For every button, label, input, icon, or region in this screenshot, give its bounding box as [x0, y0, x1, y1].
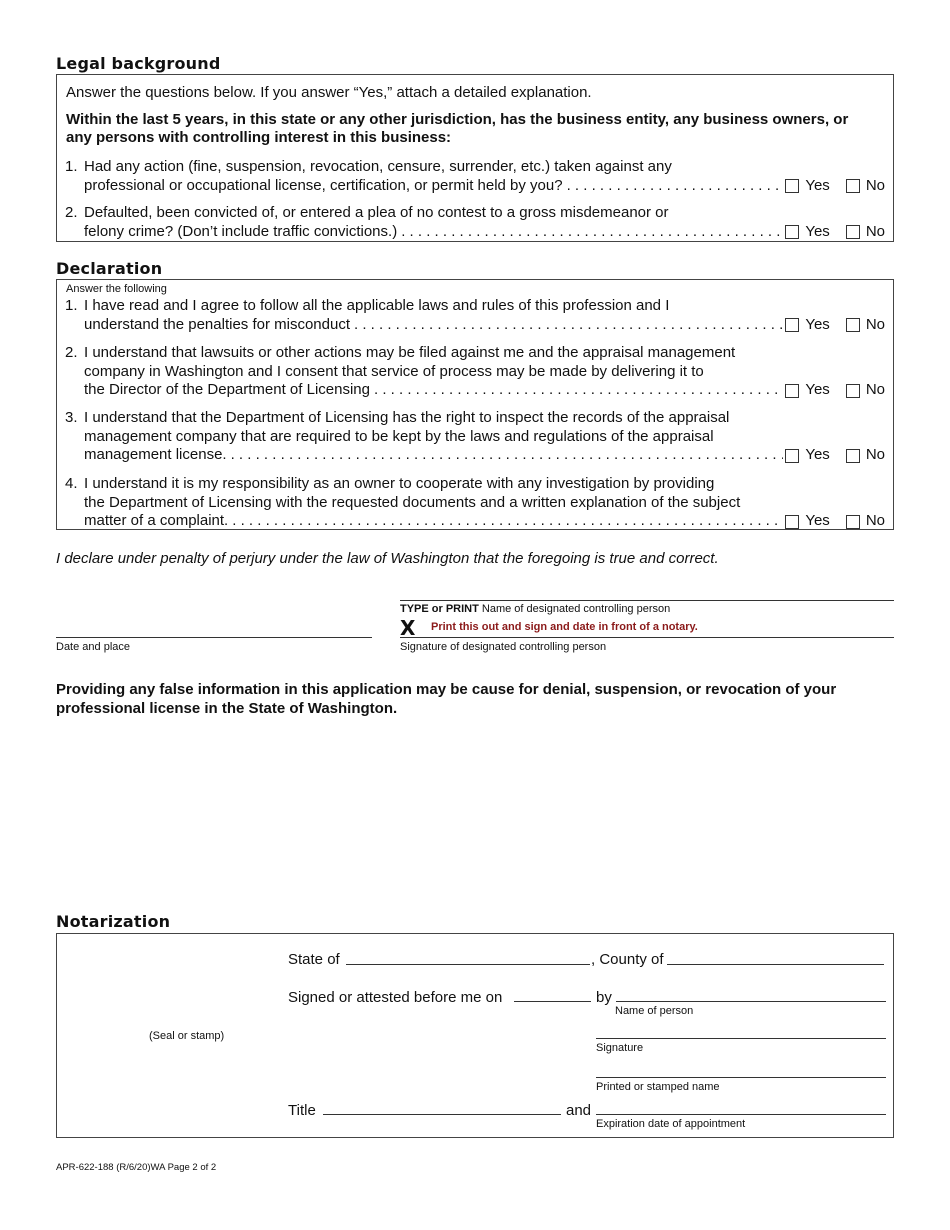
date-place-line[interactable] [56, 637, 372, 638]
date-place-label: Date and place [56, 641, 130, 653]
yes-label: Yes [805, 446, 830, 463]
no-label: No [865, 315, 885, 333]
notary-signature-line[interactable] [596, 1038, 886, 1039]
no-label: No [865, 512, 885, 529]
question-text: Defaulted, been convicted of, or entered a plea of no contest to a gross misdemeanor or [84, 204, 669, 221]
and-label: and [566, 1102, 592, 1119]
item-text: I have read and I agree to follow all the applicable laws and rules of this profession and I [84, 297, 670, 314]
question-number: 2. [65, 204, 78, 221]
signed-before-label: Signed or attested before me on [288, 989, 503, 1006]
no-label: No [865, 222, 885, 240]
expiration-line[interactable] [596, 1114, 886, 1115]
leader-dots [232, 512, 783, 531]
item-text: the Director of the Department of Licensing [84, 381, 370, 398]
signature-x-mark: X [400, 616, 416, 640]
yes-label: Yes [805, 512, 830, 529]
notary-signature-label: Signature [596, 1042, 644, 1054]
perjury-statement: I declare under penalty of perjury under the law of Washington that the foregoing is true and correct. [56, 550, 719, 567]
leader-dots [567, 177, 784, 196]
no-checkbox[interactable] [846, 179, 860, 193]
notarization-title: Notarization [56, 912, 171, 931]
by-label: by [596, 989, 612, 1006]
signed-date-line[interactable] [514, 1001, 591, 1002]
declaration-item-3 [65, 409, 885, 465]
question-number: 1. [65, 158, 78, 175]
item-text: understand the penalties for misconduct [84, 315, 350, 333]
item-text: I understand that the Department of Licensing has the right to inspect the records of the appraisal [84, 409, 730, 426]
title-label: Title [288, 1102, 316, 1119]
leader-dots [231, 446, 784, 465]
name-of-person-line[interactable] [616, 1001, 886, 1002]
signature-label: Signature of designated controlling person [400, 641, 607, 653]
type-print-rest: Name of designated controlling person [481, 603, 671, 615]
form-footer: APR-622-188 (R/6/20)WA Page 2 of 2 [56, 1162, 217, 1173]
yes-label: Yes [805, 176, 830, 194]
no-label: No [865, 446, 885, 463]
legal-question-2 [65, 204, 885, 241]
item-text: the Department of Licensing with the requested documents and a written explanation of the subject [84, 493, 741, 511]
notary-notice: Print this out and sign and date in front of a notary. [431, 621, 698, 633]
declaration-item-1 [65, 297, 885, 334]
no-checkbox[interactable] [846, 225, 860, 239]
state-line[interactable] [346, 964, 590, 965]
no-checkbox[interactable] [846, 384, 860, 398]
county-line[interactable] [667, 964, 884, 965]
printed-name-label: Printed or stamped name [596, 1081, 720, 1093]
signature-line[interactable] [400, 637, 894, 638]
yes-checkbox[interactable] [785, 384, 799, 398]
item-text: matter of a complaint. [84, 512, 229, 529]
yes-checkbox[interactable] [785, 225, 799, 239]
item-text: management license. [84, 446, 227, 463]
title-line[interactable] [323, 1114, 561, 1115]
false-info-warning: Providing any false information in this application may be cause for denial, suspension, or revocation of your professional license in the State of Washington. [56, 681, 837, 717]
type-print-bold: TYPE or PRINT [400, 603, 479, 615]
yes-label: Yes [805, 315, 830, 333]
legal-intro: Answer the questions below. If you answer “Yes,” attach a detailed explanation. [66, 84, 592, 101]
no-label: No [865, 381, 885, 398]
item-number: 2. [65, 344, 78, 361]
yes-checkbox[interactable] [785, 179, 799, 193]
declaration-item-4 [65, 475, 885, 531]
state-of-label: State of [288, 951, 340, 968]
expiration-label: Expiration date of appointment [596, 1118, 746, 1130]
name-of-person-label: Name of person [615, 1005, 694, 1017]
item-number: 1. [65, 297, 78, 314]
printed-name-line[interactable] [596, 1077, 886, 1078]
item-number: 3. [65, 409, 78, 426]
item-text: I understand it is my responsibility as an owner to cooperate with any investigation by providing [84, 475, 715, 492]
type-print-label [400, 603, 670, 615]
county-of-label: , County of [591, 951, 664, 968]
question-text: professional or occupational license, certification, or permit held by you? [84, 176, 563, 194]
item-text: I understand that lawsuits or other actions may be filed against me and the appraisal management [84, 344, 736, 361]
question-text: felony crime? (Don’t include traffic convictions.) [84, 222, 398, 240]
declaration-item-2 [65, 344, 885, 400]
yes-checkbox[interactable] [785, 318, 799, 332]
seal-stamp-label: (Seal or stamp) [149, 1030, 225, 1042]
declaration-answer-label: Answer the following [66, 283, 167, 295]
no-checkbox[interactable] [846, 515, 860, 529]
leader-dots [401, 223, 783, 242]
legal-question-intro: Within the last 5 years, in this state or any other jurisdiction, has the business entity, any business owners, or any persons with controlling interest in this business: [66, 111, 849, 146]
yes-checkbox[interactable] [785, 515, 799, 529]
leader-dots [354, 316, 783, 335]
question-text: Had any action (fine, suspension, revocation, censure, surrender, etc.) taken against any [84, 158, 672, 175]
declaration-title: Declaration [56, 259, 163, 278]
legal-background-title: Legal background [56, 54, 221, 73]
item-number: 4. [65, 475, 78, 492]
item-text: company in Washington and I consent that service of process may be made by delivering it to [84, 362, 704, 380]
item-text: management company that are required to be kept by the laws and regulations of the appraisal [84, 427, 714, 445]
yes-checkbox[interactable] [785, 449, 799, 463]
yes-label: Yes [805, 222, 830, 240]
yes-label: Yes [805, 381, 830, 398]
name-line [400, 600, 894, 601]
leader-dots [374, 381, 783, 400]
legal-question-1 [65, 158, 885, 195]
no-checkbox[interactable] [846, 449, 860, 463]
no-checkbox[interactable] [846, 318, 860, 332]
no-label: No [865, 176, 885, 194]
